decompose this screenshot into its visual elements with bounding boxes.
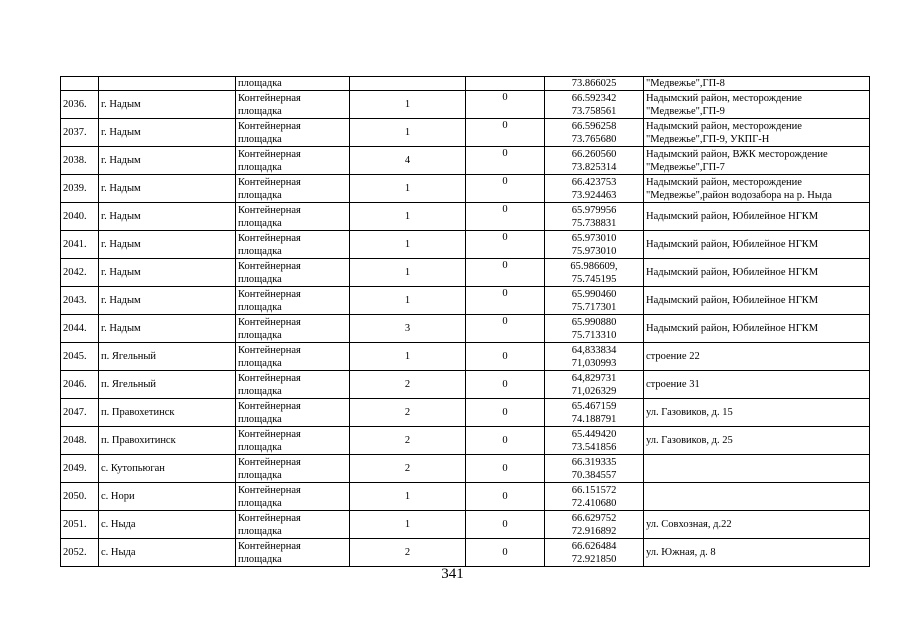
table-row [61,483,870,511]
table-row [61,147,870,175]
cell-coords: 64,833834 71,030993 [545,343,644,371]
cell-count: 1 [350,259,466,287]
cell-coords: 66.592342 73.758561 [545,91,644,119]
cell-zero: 0 [466,483,545,511]
cell-count: 4 [350,147,466,175]
cell-place: г. Надым [99,259,236,287]
cell-note: Надымский район, месторождение "Медвежье",ГП-9 [644,91,870,119]
cell-count: 1 [350,483,466,511]
cell-type: Контейнерная площадка [236,539,350,567]
cell-coords: 65.990880 75.713310 [545,315,644,343]
table-row [61,119,870,147]
continuation-row [61,77,870,91]
cell-num: 2048. [61,427,99,455]
cell-place: п. Ягельный [99,343,236,371]
cell-type: Контейнерная площадка [236,315,350,343]
cell-count: 2 [350,399,466,427]
table-row [61,455,870,483]
cell-place: г. Надым [99,315,236,343]
cell-count: 1 [350,203,466,231]
table-row [61,231,870,259]
cell-type: Контейнерная площадка [236,343,350,371]
cell-note: "Медвежье",ГП-8 [644,77,870,91]
cell-num: 2044. [61,315,99,343]
cell-count: 2 [350,371,466,399]
cell-num: 2046. [61,371,99,399]
cell-type: Контейнерная площадка [236,259,350,287]
cell-num [61,77,99,91]
cell-num: 2052. [61,539,99,567]
table-row [61,287,870,315]
cell-num: 2037. [61,119,99,147]
cell-num: 2051. [61,511,99,539]
cell-coords: 66.151572 72.410680 [545,483,644,511]
cell-type: Контейнерная площадка [236,483,350,511]
table-row [61,203,870,231]
cell-coords: 73.866025 [545,77,644,91]
cell-type: Контейнерная площадка [236,203,350,231]
cell-num: 2047. [61,399,99,427]
cell-coords: 65.979956 75.738831 [545,203,644,231]
cell-coords: 66.423753 73.924463 [545,175,644,203]
cell-num: 2036. [61,91,99,119]
cell-coords: 65.986609, 75.745195 [545,259,644,287]
cell-note: Надымский район, ВЖК месторождение "Медвежье",ГП-7 [644,147,870,175]
cell-coords: 65.449420 73.541856 [545,427,644,455]
cell-count: 2 [350,455,466,483]
cell-type: Контейнерная площадка [236,455,350,483]
cell-count: 1 [350,119,466,147]
cell-count: 1 [350,343,466,371]
cell-note: строение 31 [644,371,870,399]
cell-count: 1 [350,231,466,259]
cell-num: 2043. [61,287,99,315]
table-row [61,399,870,427]
cell-place: п. Ягельный [99,371,236,399]
cell-place: г. Надым [99,203,236,231]
cell-coords: 66.629752 72.916892 [545,511,644,539]
cell-note: ул. Газовиков, д. 25 [644,427,870,455]
cell-count: 1 [350,91,466,119]
cell-zero: 0 [466,427,545,455]
cell-num: 2045. [61,343,99,371]
cell-note: Надымский район, месторождение "Медвежье",ГП-9, УКПГ-Н [644,119,870,147]
cell-count: 2 [350,539,466,567]
cell-coords: 66.626484 72.921850 [545,539,644,567]
table-row [61,343,870,371]
cell-note: ул. Совхозная, д.22 [644,511,870,539]
cell-count: 1 [350,511,466,539]
cell-place: г. Надым [99,287,236,315]
cell-note: Надымский район, Юбилейное НГКМ [644,259,870,287]
cell-zero: 0 [466,343,545,371]
cell-place: г. Надым [99,147,236,175]
cell-note: Надымский район, Юбилейное НГКМ [644,203,870,231]
cell-type: Контейнерная площадка [236,287,350,315]
cell-zero: 0 [466,287,545,315]
cell-coords: 65.973010 75.973010 [545,231,644,259]
table-row [61,539,870,567]
cell-note: Надымский район, Юбилейное НГКМ [644,287,870,315]
cell-num: 2039. [61,175,99,203]
cell-coords: 66.596258 73.765680 [545,119,644,147]
cell-type: Контейнерная площадка [236,511,350,539]
cell-coords: 65.990460 75.717301 [545,287,644,315]
cell-num: 2042. [61,259,99,287]
cell-note: Надымский район, месторождение "Медвежье",район водозабора на р. Ныда [644,175,870,203]
cell-place: с. Нори [99,483,236,511]
cell-zero: 0 [466,455,545,483]
cell-place: с. Ныда [99,511,236,539]
cell-zero: 0 [466,175,545,203]
cell-num: 2041. [61,231,99,259]
cell-note: ул. Южная, д. 8 [644,539,870,567]
table-row [61,315,870,343]
cell-place: п. Правохитинск [99,427,236,455]
table-row [61,91,870,119]
cell-coords: 64,829731 71,026329 [545,371,644,399]
cell-num: 2049. [61,455,99,483]
cell-coords: 66.260560 73.825314 [545,147,644,175]
cell-type: Контейнерная площадка [236,371,350,399]
table-row [61,427,870,455]
cell-count: 1 [350,175,466,203]
document-table [60,76,870,567]
cell-type: Контейнерная площадка [236,91,350,119]
cell-note [644,455,870,483]
cell-num: 2040. [61,203,99,231]
cell-zero: 0 [466,119,545,147]
table-row [61,511,870,539]
cell-zero: 0 [466,539,545,567]
cell-place: г. Надым [99,175,236,203]
cell-note: Надымский район, Юбилейное НГКМ [644,315,870,343]
page-number: 341 [441,566,464,582]
cell-place: с. Кутопьюган [99,455,236,483]
cell-count: 1 [350,287,466,315]
cell-note: строение 22 [644,343,870,371]
table-row [61,259,870,287]
cell-num: 2050. [61,483,99,511]
cell-num: 2038. [61,147,99,175]
cell-place: г. Надым [99,231,236,259]
cell-zero: 0 [466,147,545,175]
cell-type: Контейнерная площадка [236,147,350,175]
cell-zero: 0 [466,91,545,119]
cell-type: Контейнерная площадка [236,175,350,203]
cell-place [99,77,236,91]
cell-place: п. Правохетинск [99,399,236,427]
cell-count: 3 [350,315,466,343]
cell-note [644,483,870,511]
cell-type: Контейнерная площадка [236,427,350,455]
table-row [61,175,870,203]
cell-count: 2 [350,427,466,455]
cell-coords: 66.319335 70.384557 [545,455,644,483]
cell-zero [466,77,545,91]
cell-place: с. Ныда [99,539,236,567]
cell-place: г. Надым [99,91,236,119]
cell-type: Контейнерная площадка [236,231,350,259]
cell-zero: 0 [466,511,545,539]
cell-zero: 0 [466,259,545,287]
table-row [61,371,870,399]
cell-type: Контейнерная площадка [236,399,350,427]
cell-type: площадка [236,77,350,91]
cell-note: Надымский район, Юбилейное НГКМ [644,231,870,259]
cell-zero: 0 [466,315,545,343]
cell-zero: 0 [466,231,545,259]
cell-coords: 65.467159 74.188791 [545,399,644,427]
cell-place: г. Надым [99,119,236,147]
cell-zero: 0 [466,399,545,427]
cell-type: Контейнерная площадка [236,119,350,147]
cell-count [350,77,466,91]
cell-zero: 0 [466,203,545,231]
cell-note: ул. Газовиков, д. 15 [644,399,870,427]
cell-zero: 0 [466,371,545,399]
